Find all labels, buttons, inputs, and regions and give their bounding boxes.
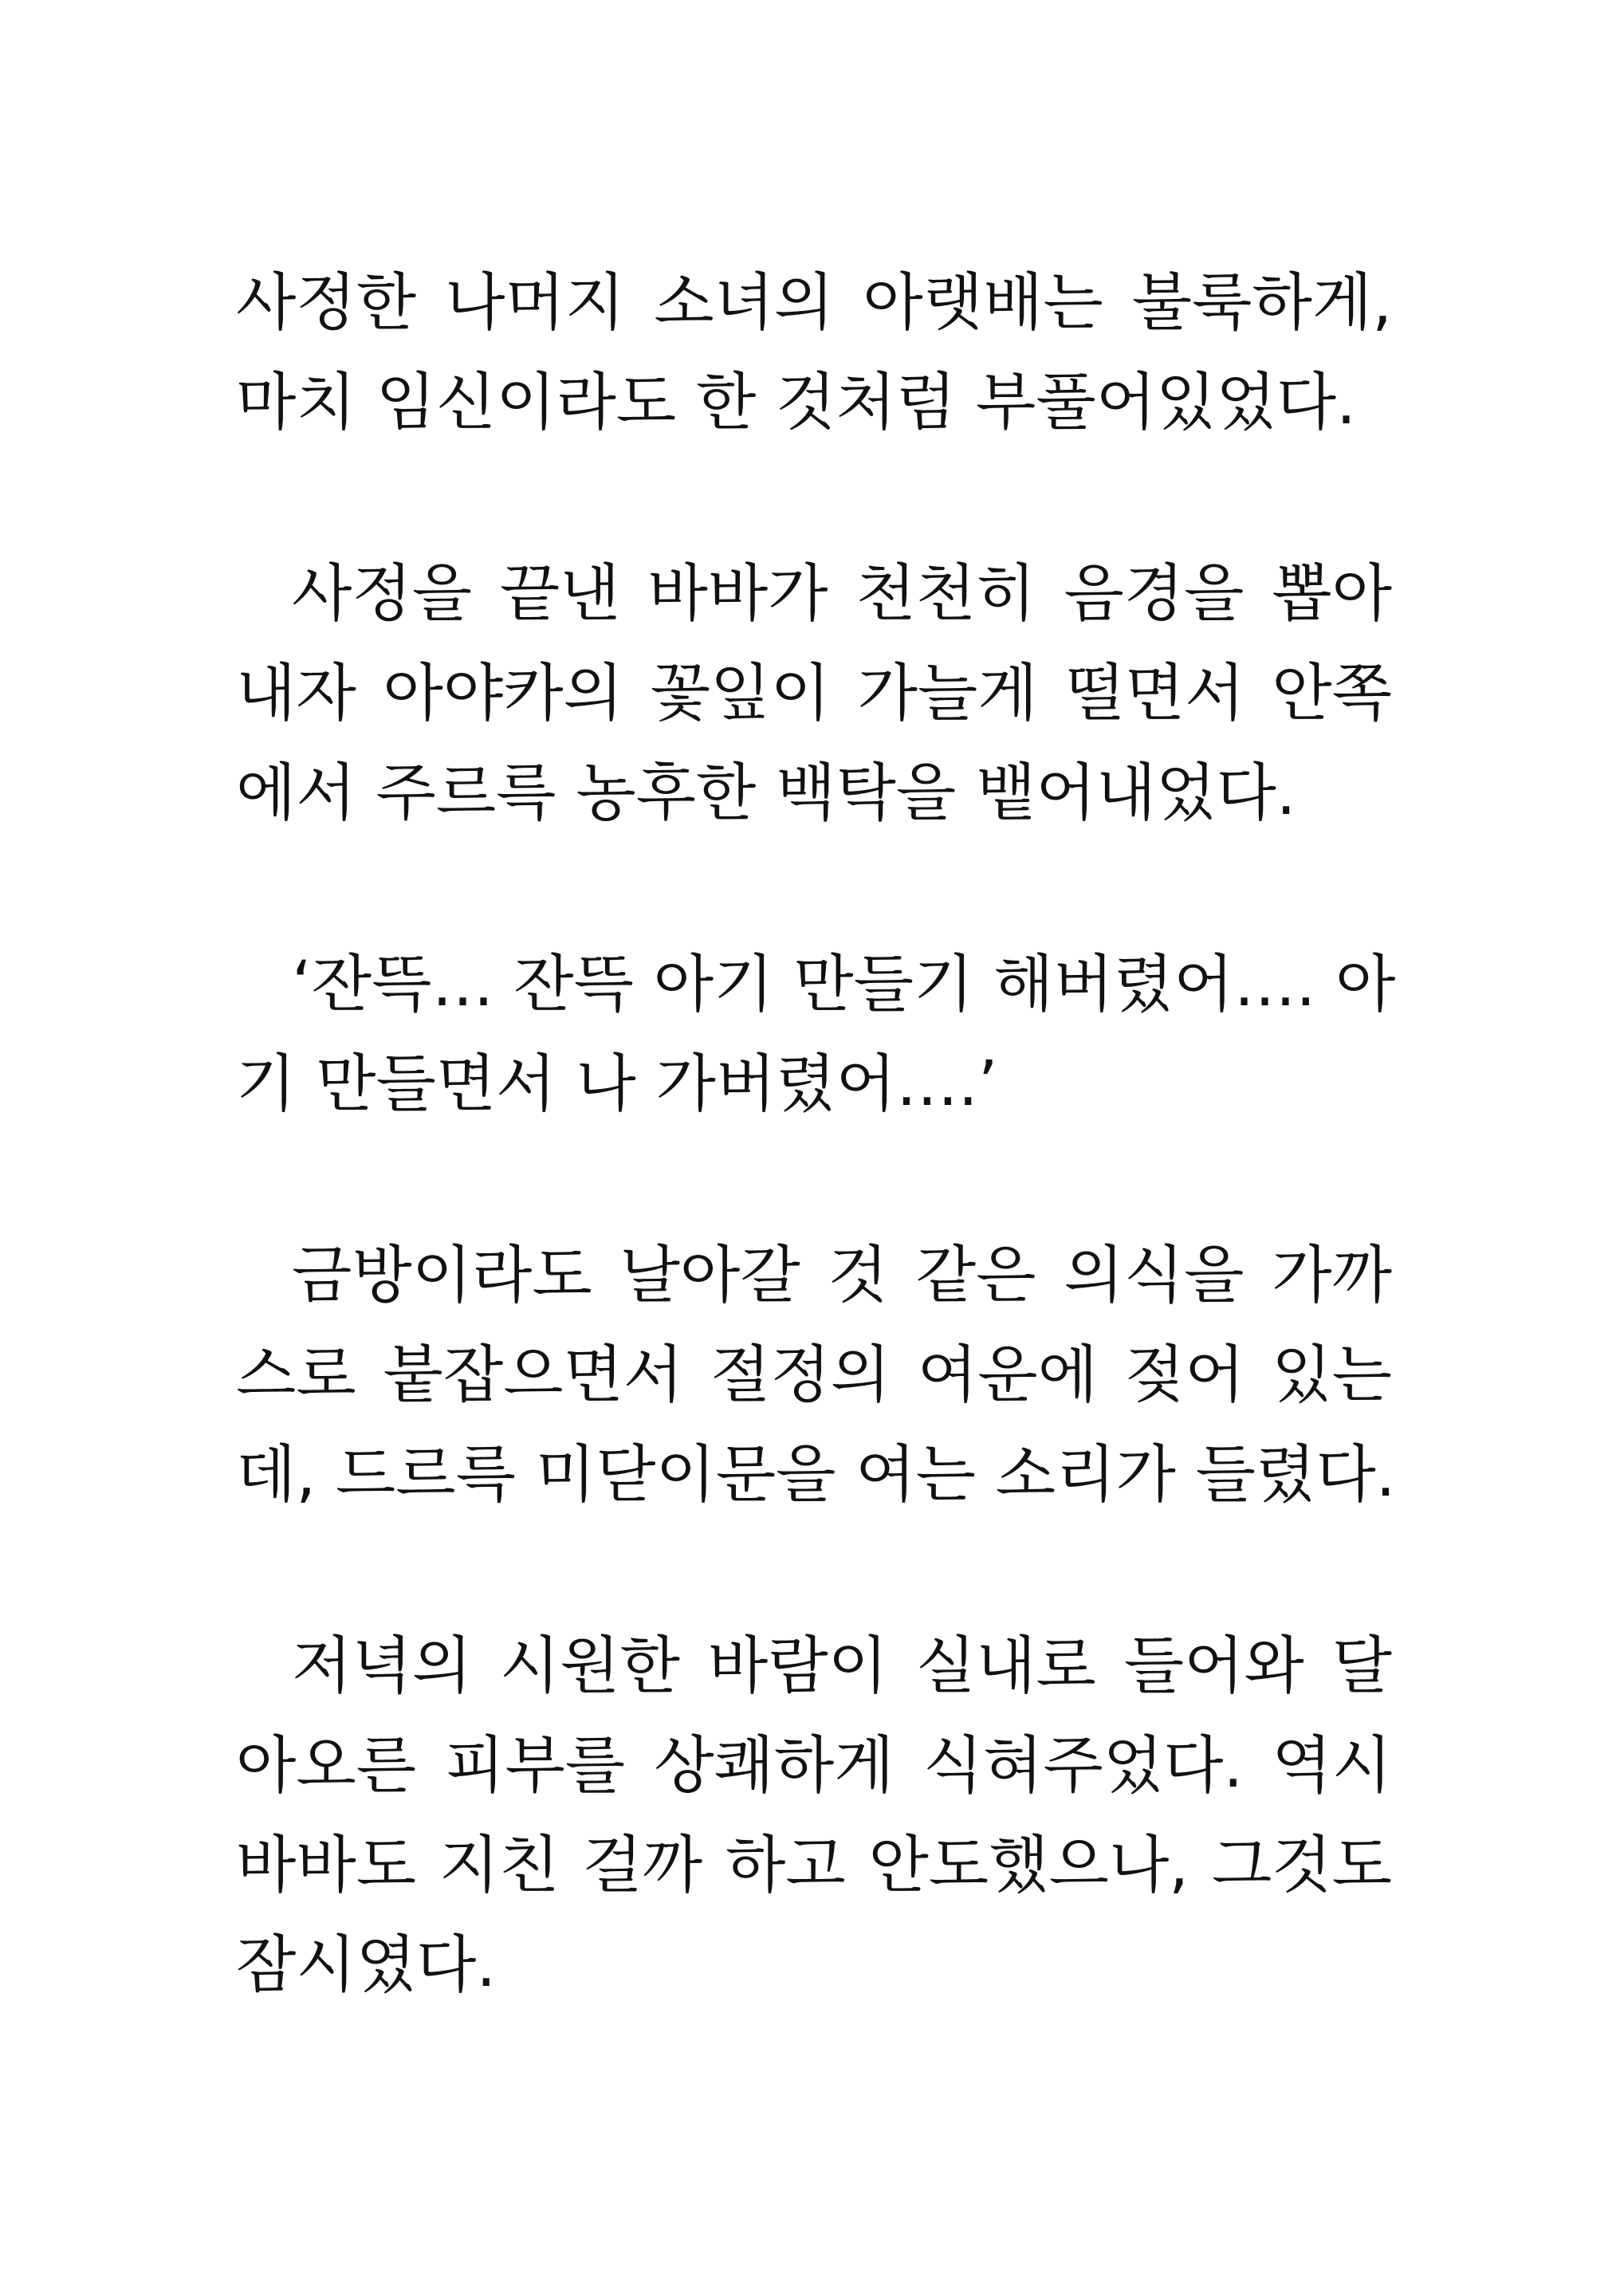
text-line: 저녁의 시원한 바람이 실내로 들어와 달 — [292, 1630, 1392, 1702]
text-line: 사정을 끝낸 바바가 천천히 음경을 뽑아 — [292, 558, 1392, 630]
text-line: ‘잔뜩… 잔뜩 아기 만들기 해버렸어…. 아 — [292, 949, 1396, 1020]
text-line: 아오른 피부를 상쾌하게 식혀주었다. 역시 — [236, 1730, 1392, 1802]
text-line: 데, 드르륵 미닫이문을 여는 소리가 들렸다. — [236, 1439, 1396, 1511]
text-line: 잠시였다. — [236, 1929, 497, 2001]
text-line: 바바도 지친 걸까 하고 안도했으나, 그것도 — [236, 1830, 1392, 1901]
text-line: 에서 주르륵 농후한 백탁을 뱉어내었다. — [236, 757, 1296, 829]
text-line: 내자 아야카의 꽃잎이 가늘게 떨면서 안쪽 — [236, 658, 1392, 729]
text-line: 금방이라도 날아갈 것 같은 의식을 가까 — [292, 1240, 1392, 1311]
text-line: 사정한 나머지 소녀의 아랫배는 불룩하게, — [236, 267, 1392, 339]
text-line: 기 만들면서 나 가버렸어….’ — [236, 1048, 998, 1120]
text-line: 마치 임신이라도 한 것처럼 부풀어있었다. — [236, 367, 1356, 438]
text-line: 스로 붙잡으면서 절정의 여운에 젖어 있는 — [236, 1339, 1392, 1411]
